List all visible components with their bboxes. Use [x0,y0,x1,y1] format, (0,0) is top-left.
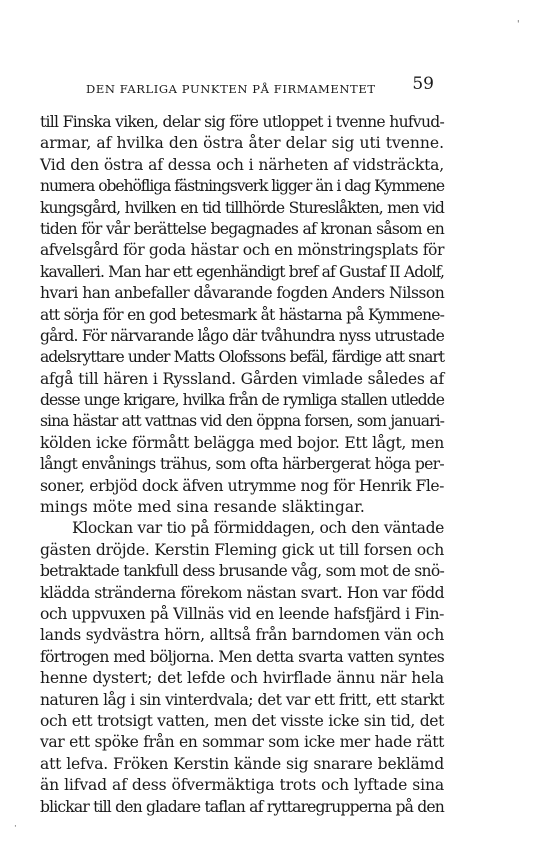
text-line: henne dystert; det lefde och hvirflade ännu när hela [40,669,444,688]
text-line: soner, erbjöd dock äfven utrymme nog för Henrik Fle- [40,476,444,495]
text-line: adelsryttare under Matts Olofssons befäl, färdige att snart [40,348,444,367]
text-line: till Finska viken, delar sig före utloppet i tvenne hufvud- [40,113,444,131]
text-line: tiden för vår berättelse begagnades af kronan såsom en [40,219,444,238]
text-line: lands sydvästra hörn, alltså från barndomen vän och [40,626,444,645]
bottom-left-mark: · [14,822,17,832]
body-text [40,112,444,818]
text-line: afgå till hären i Ryssland. Gården vimlade således af [40,369,444,388]
running-head: DEN FARLIGA PUNKTEN PÅ FIRMAMENTET [86,82,376,96]
text-line: hvari han anbefaller dåvarande fogden Anders Nilsson [40,284,445,303]
text-line: kölden icke förmått belägga med bojor. Ett lågt, men [40,433,444,452]
text-line: långt envånings trähus, som ofta härbergerat höga per- [40,455,444,474]
text-line: kungsgård, hvilken en tid tillhörde Stureslåkten, men vid [40,198,444,217]
text-line: blickar till den gladare taflan af ryttaregrupperna på den [40,797,444,816]
page-header [86,74,434,98]
top-right-mark: ' [517,20,520,30]
text-line: mings möte med sina resande släktingar. [40,498,365,517]
text-line: och uppvuxen på Villnäs vid en leende hafsfjärd i Fin- [40,604,444,623]
text-line: sina hästar att vattnas vid den öppna forsen, som januari- [40,412,444,431]
text-line: förtrogen med böljorna. Men detta svarta vatten syntes [40,647,444,666]
text-line: och ett trotsigt vatten, men det visste icke sin tid, det [40,711,444,730]
text-line: Klockan var tio på förmiddagen, och den väntade [72,519,444,538]
text-line: naturen låg i sin vinterdvala; det var ett fritt, ett starkt [40,690,444,709]
text-line: kavalleri. Man har ett egenhändigt bref af Gustaf II Adolf, [40,262,444,281]
text-line: armar, af hvilka den östra åter delar sig uti tvenne. [40,134,444,153]
text-line: numera obehöfliga fästningsverk ligger än i dag Kymmene [40,177,444,196]
text-line: betraktade tankfull dess brusande våg, som mot de snö- [40,562,444,581]
text-line: desse unge krigare, hvilka från de rymliga stallen utledde [40,391,444,410]
text-line: Vid den östra af dessa och i närheten af vidsträckta, [40,155,444,174]
text-line: att lefva. Fröken Kerstin kände sig snarare beklämd [40,754,444,773]
text-line: gård. För närvarande lågo där tvåhundra nyss utrustade [40,326,444,345]
text-line: att sörja för en god betesmark åt hästarna på Kymmene- [40,305,444,324]
page-number: 59 [412,74,434,94]
text-line: gästen dröjde. Kerstin Fleming gick ut till forsen och [40,540,444,559]
text-line: var ett spöke från en sommar som icke mer hade rätt [40,733,444,752]
text-line: än lifvad af dess öfvermäktiga trots och lyftade sina [40,776,444,795]
text-line: klädda stränderna förekom nästan svart. Hon var född [40,583,444,602]
text-line: afvelsgård för goda hästar och en mönstringsplats för [40,241,444,260]
